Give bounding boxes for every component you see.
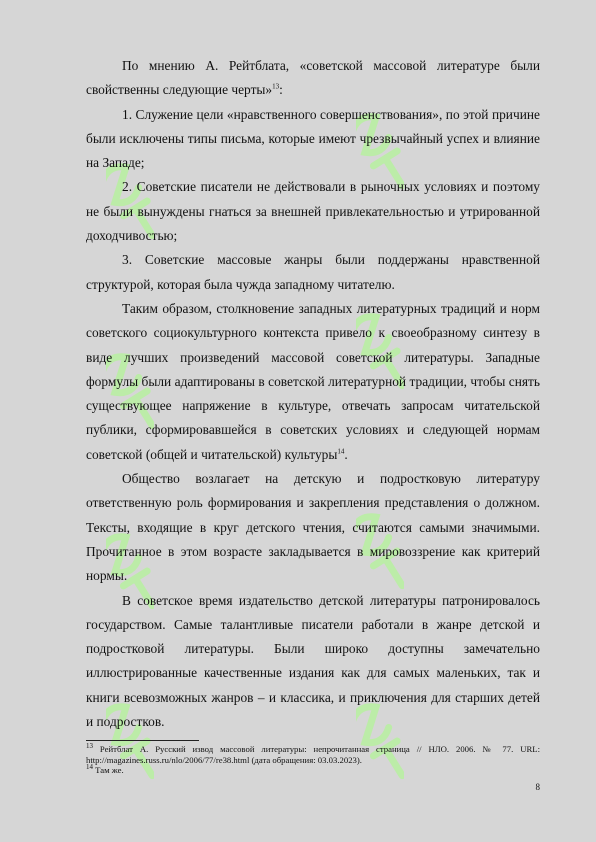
paragraph: Общество возлагает на детскую и подростковую литературу ответственную роль формирования и закрепления представления о должном. Тексты, входящие в круг детского чтения, считаются самыми значимыми. Прочитанное в этом возрасте закладывается в мировоззрение как критерий нормы. — [86, 471, 540, 584]
footnotes — [86, 744, 540, 776]
footnote: $^{14}$ Там же. — [86, 763, 124, 776]
footnote-ref[interactable]: 13 — [272, 82, 280, 91]
footnote: $^{13}$ Рейтблат А. Русский извод массовой литературы: непрочитанная страница // НЛО. 2006. № 77. URL: http://magazines.russ.ru/nlo/2006/77/re38.html (дата обращения: 03.03.2023). — [86, 742, 540, 765]
footnote-ref[interactable]: 14 — [337, 447, 345, 456]
paragraph: 1. Служение цели «нравственного совершенствования», по этой причине были исключены типы письма, которые имеют чрезвычайный успех и влияние на Западе; — [86, 106, 540, 171]
paragraph: Таким образом, столкновение западных литературных традиций и норм советского социокультурного контекста привело к своеобразному синтезу в виде лучших произведений массовой советской литературы. Западные формулы были адаптированы в советской литературной традиции, чтобы снять существующее напряжение в культуре, отвечать запросам читательской публики, сформировавшейся в советских условиях и следующей нормам советской (общей и читательской) культуры$^{14}$. — [86, 300, 540, 462]
paragraph: 2. Советские писатели не действовали в рыночных условиях и поэтому не были вынуждены гнаться за внешней привлекательностью и утрированной доходчивостью; — [86, 179, 540, 244]
page-number: 8 — [535, 782, 540, 792]
paragraph: В советское время издательство детской литературы патронировалось государством. Самые талантливые писатели работали в жанре детской и подростковой литературы. Были широко доступны замечательно иллюстрированные качественные издания как для самых маленьких, так и книги всевозможных жанров – и классика, и приключения для старших детей и подростков. — [86, 592, 540, 730]
footnote-number: 13 — [86, 742, 93, 751]
paragraph: По мнению А. Рейтблата, «советской массовой литературе были свойственны следующие черты»$^{13}$: — [86, 58, 540, 98]
footnote-divider — [86, 740, 199, 741]
body-text — [86, 54, 540, 734]
footnote-number: 14 — [86, 763, 93, 772]
paragraph: 3. Советские массовые жанры были поддержаны нравственной структурой, которая была чужда западному читателю. — [86, 252, 540, 292]
